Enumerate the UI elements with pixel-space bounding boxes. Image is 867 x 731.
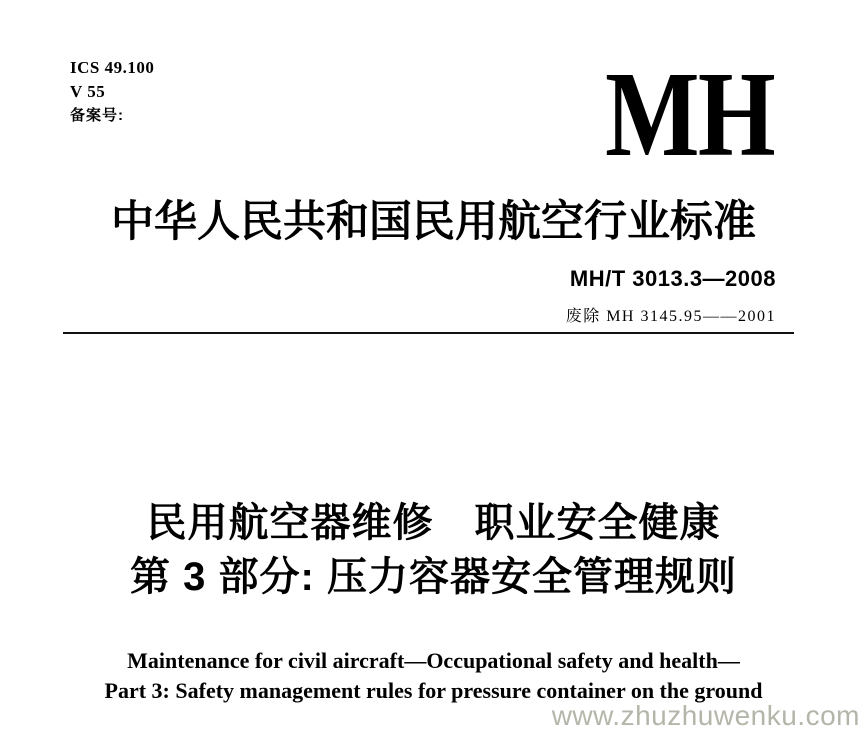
ics-code: ICS 49.100 [70,58,155,77]
english-title-line1: Maintenance for civil aircraft—Occupational safety and health— [127,648,740,673]
document-title-line2: 第 3 部分: 压力容器安全管理规则 [130,555,737,599]
record-number-label: 备案号: [70,107,124,124]
mh-logo: MH [605,47,774,182]
standard-body-title: 中华人民共和国民用航空行业标准 [111,198,756,246]
english-title-line2: Part 3: Safety management rules for pressure container on the ground [104,678,763,703]
english-title [0,646,867,706]
superseded-standard-note: 废除 MH 3145.95——2001 [565,308,776,325]
meta-block [70,56,154,128]
classification-code: V 55 [70,82,106,101]
document-title-line1: 民用航空器维修 职业安全健康 [146,501,721,545]
header-divider-line [63,332,794,334]
standard-number: MH/T 3013.3—2008 [569,266,776,291]
watermark-text: www.zhuzhuwenku.com [551,700,860,731]
document-title [0,496,867,604]
